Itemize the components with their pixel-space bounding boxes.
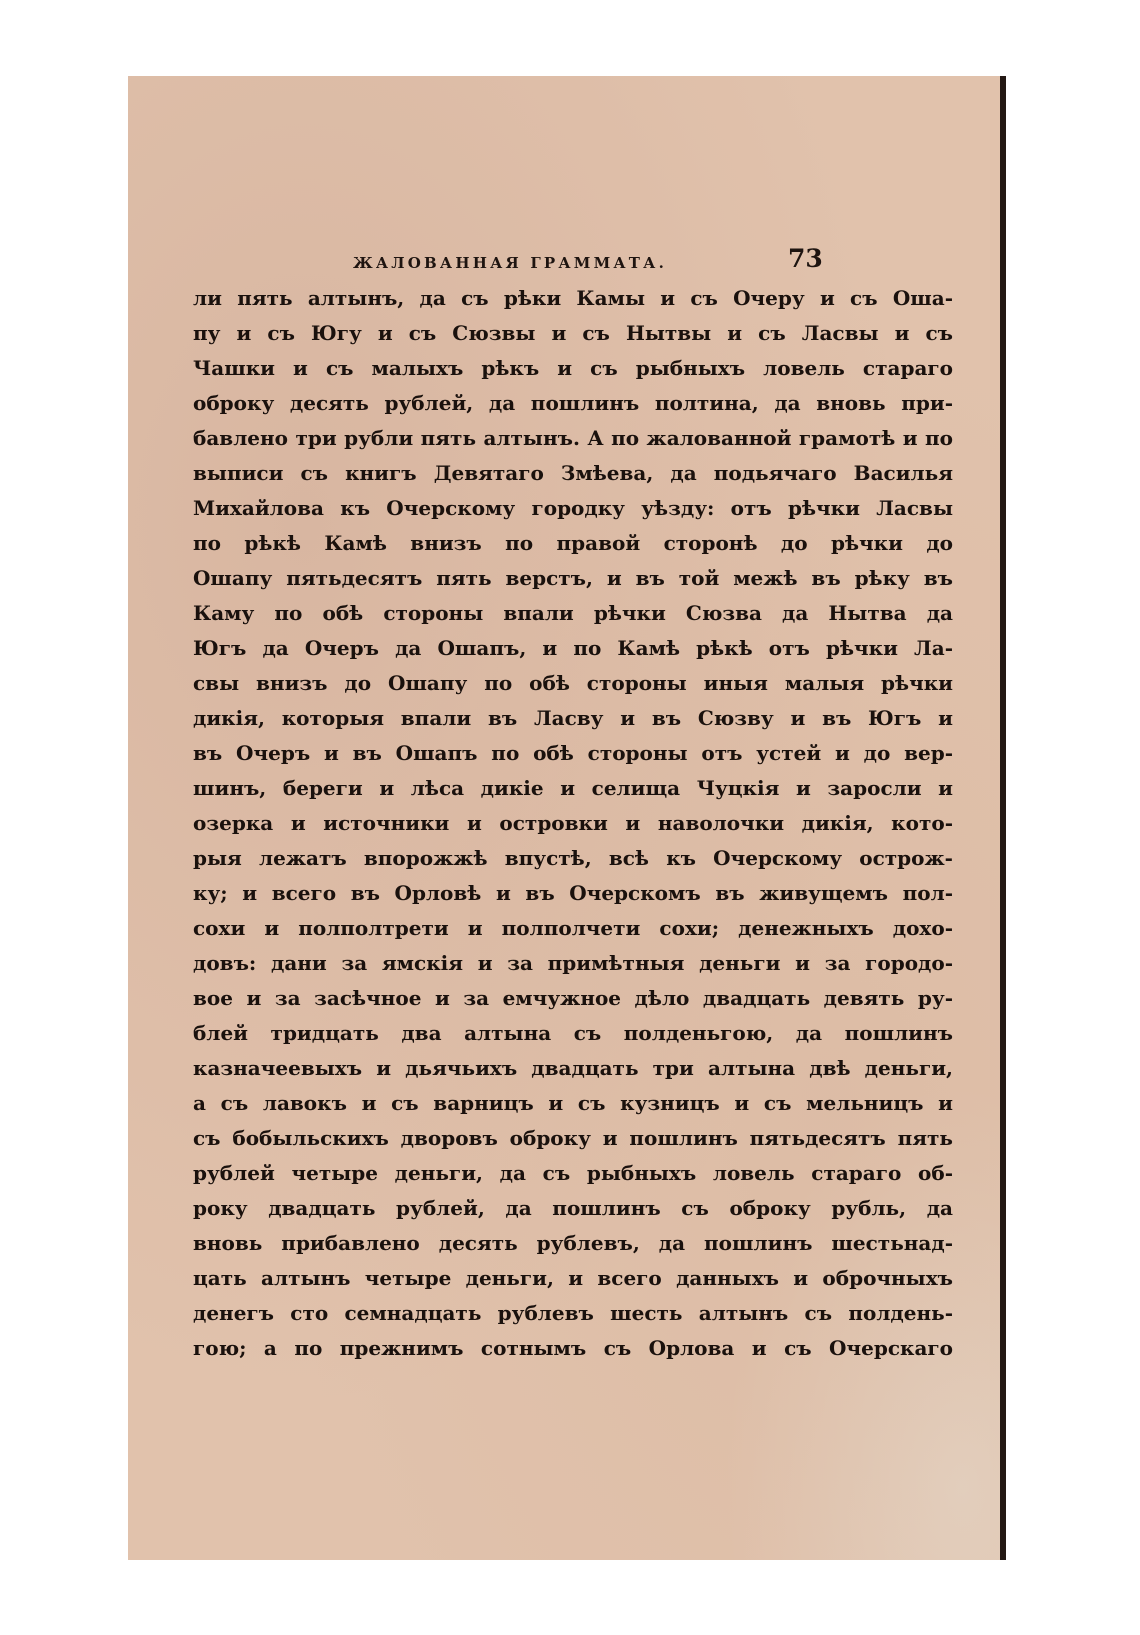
text-line: довъ: дани за ямскія и за примѣтныя деньги и за городо- (193, 951, 953, 975)
text-line: бавлено три рубли пять алтынъ. А по жалованной грамотѣ и по (193, 426, 953, 450)
text-line: Чашки и съ малыхъ рѣкъ и съ рыбныхъ ловель стараго (193, 356, 953, 380)
text-line: въ Очеръ и въ Ошапъ по обѣ стороны отъ устей и до вер- (193, 741, 953, 765)
scanned-page (128, 76, 1006, 1560)
text-line: свы внизъ до Ошапу по обѣ стороны иныя малыя рѣчки (193, 671, 953, 695)
text-line: Михайлова къ Очерскому городку уѣзду: отъ рѣчки Ласвы (193, 496, 953, 520)
text-line: Югъ да Очеръ да Ошапъ, и по Камѣ рѣкѣ отъ рѣчки Ла- (193, 636, 953, 660)
text-line: по рѣкѣ Камѣ внизъ по правой сторонѣ до рѣчки до (193, 531, 953, 555)
page-number: 73 (788, 244, 823, 273)
text-line: Каму по обѣ стороны впали рѣчки Сюзва да Нытва да (193, 601, 953, 625)
text-line: ли пять алтынъ, да съ рѣки Камы и съ Очеру и съ Оша- (193, 286, 953, 310)
text-line: шинъ, береги и лѣса дикіе и селища Чуцкія и заросли и (193, 776, 953, 800)
text-line: цать алтынъ четыре деньги, и всего данныхъ и оброчныхъ (193, 1266, 953, 1290)
text-line: денегъ сто семнадцать рублевъ шесть алтынъ съ полдень- (193, 1301, 953, 1325)
text-line: вновь прибавлено десять рублевъ, да пошлинъ шестьнад- (193, 1231, 953, 1255)
text-line: оброку десять рублей, да пошлинъ полтина, да вновь при- (193, 391, 953, 415)
text-line: ку; и всего въ Орловѣ и въ Очерскомъ въ живущемъ пол- (193, 881, 953, 905)
text-line: вое и за засѣчное и за емчужное дѣло двадцать девять ру- (193, 986, 953, 1010)
text-line: року двадцать рублей, да пошлинъ съ оброку рубль, да (193, 1196, 953, 1220)
text-line: а съ лавокъ и съ варницъ и съ кузницъ и съ мельницъ и (193, 1091, 953, 1115)
text-line: сохи и полполтрети и полполчети сохи; денежныхъ дохо- (193, 916, 953, 940)
text-line: дикія, которыя впали въ Ласву и въ Сюзву и въ Югъ и (193, 706, 953, 730)
running-title: ЖАЛОВАННАЯ ГРАММАТА. (353, 254, 668, 272)
text-line: гою; а по прежнимъ сотнымъ съ Орлова и съ Очерскаго (193, 1336, 953, 1360)
body-text (193, 281, 953, 1366)
text-line: казначеевыхъ и дьячьихъ двадцать три алтына двѣ деньги, (193, 1056, 953, 1080)
text-line: съ бобыльскихъ дворовъ оброку и пошлинъ пятьдесятъ пять (193, 1126, 953, 1150)
page-edge-shadow (1000, 76, 1006, 1560)
text-line: выписи съ книгъ Девятаго Змѣева, да подьячаго Василья (193, 461, 953, 485)
page-header (128, 244, 1006, 280)
text-line: озерка и источники и островки и наволочки дикія, кото- (193, 811, 953, 835)
text-line: Ошапу пятьдесятъ пять верстъ, и въ той межѣ въ рѣку въ (193, 566, 953, 590)
text-line: рублей четыре деньги, да съ рыбныхъ ловель стараго об- (193, 1161, 953, 1185)
text-line: блей тридцать два алтына съ полденьгою, да пошлинъ (193, 1021, 953, 1045)
text-line: рыя лежатъ впорожжѣ впустѣ, всѣ къ Очерскому острож- (193, 846, 953, 870)
text-line: пу и съ Югу и съ Сюзвы и съ Нытвы и съ Ласвы и съ (193, 321, 953, 345)
